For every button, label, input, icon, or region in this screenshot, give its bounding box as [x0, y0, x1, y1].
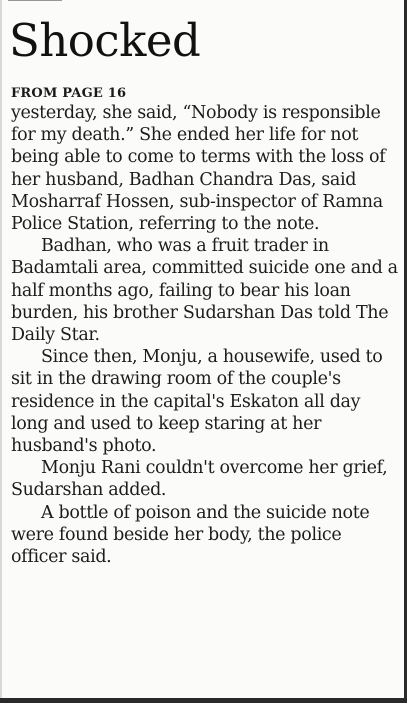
clipping-left-edge: [0, 0, 2, 703]
article-paragraph-2: Badhan, who was a fruit trader in Badamtali area, committed suicide one and a half months ago, failing to bear his loan burden, his brother Sudarshan Das told The Daily Star.: [11, 236, 398, 346]
article-body: [11, 102, 401, 568]
jump-line: FROM PAGE 16: [11, 86, 127, 101]
article-paragraph-1: yesterday, she said, “Nobody is responsible for my death.” She ended her life for not being able to come to terms with the loss of her husband, Badhan Chandra Das, said Mosharraf Hossen, sub-inspector of Ramna Police Station, referring to the note.: [11, 103, 386, 235]
clipping-bottom-edge: [0, 698, 407, 703]
article-paragraph-4: Monju Rani couldn't overcome her grief, Sudarshan added.: [11, 458, 388, 501]
cropped-top-remnant: [8, 0, 68, 4]
article-paragraph-3: Since then, Monju, a housewife, used to sit in the drawing room of the couple's residence in the capital's Eskaton all day long and used to keep staring at her husband's photo.: [11, 347, 383, 457]
article-paragraph-5: A bottle of poison and the suicide note were found beside her body, the police officer said.: [11, 502, 370, 568]
article-headline: Shocked: [9, 14, 201, 67]
